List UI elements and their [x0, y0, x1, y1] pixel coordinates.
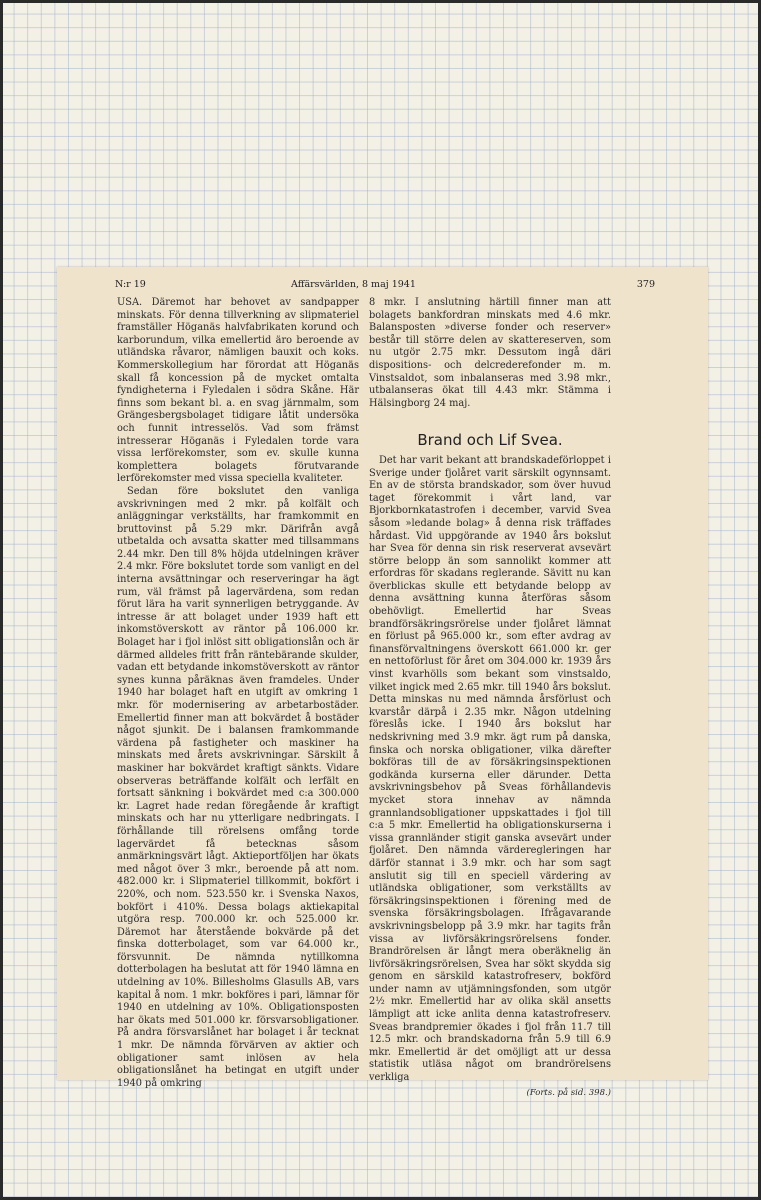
- left-column: [117, 297, 359, 1090]
- right-column: [369, 297, 611, 1099]
- article-title: Brand och Lif Svea.: [417, 431, 563, 450]
- paragraph: Sedan före bokslutet den vanliga avskrivningen med 2 mkr. på kolfält och anläggningar verkställts, har framkommit en bruttovinst på 5.29 mkr. Därifrån avgå utbetalda och avsatta skatter med tillsammans 2.44 mkr. Den till 8% höjda utdelningen kräver 2.4 mkr. Före bokslutet torde som vanligt en del interna avsättningar och reserveringar ha ägt rum, väl främst på lagervärdena, som redan förut lära ha varit synnerligen betryggande. Av intresse är att bolaget under 1939 haft ett inkomstöverskott av räntor på 106.000 kr. Bolaget har i fjol inlöst sitt obligationslån och är därmed alldeles fritt från räntebärande skulder, vadan ett betydande inkomstöverskott av räntor synes kunna påräknas även framdeles. Under 1940 har bolaget haft en utgift av omkring 1 mkr. för modernisering av arbetarbostäder. Emellertid finner man att bokvärdet å bostäder något sjunkit. De i balansen framkommande värdena på fastigheter och maskiner ha minskats med årets avskrivningar. Särskilt å maskiner har bokvärdet kraftigt sänkts. Vidare observeras beträffande kolfält och lerfält en fortsatt sänkning i bokvärdet med c:a 300.000 kr. Lagret hade redan föregående år kraftigt minskats och har nu ytterligare nedbringats. I förhållande till rörelsens omfång torde lagervärdet få betecknas såsom anmärkningsvärt lågt. Aktieportföljen har ökats med något över 3 mkr., beroende på att nom. 482.000 kr. i Slipmateriel tillkommit, bokfört i 220%, och nom. 523.550 kr. i Svenska Naxos, bokfört i 410%. Dessa bolags aktiekapital utgöra resp. 700.000 kr. och 525.000 kr. Däremot har återstående bokvärde på det finska dotterbolaget, som var 64.000 kr., försvunnit. De nämnda nytillkomna dotterbolagen ha beslutat att för 1940 lämna en utdelning av 10%. Billesholms Glasulls AB, vars kapital å nom. 1 mkr. bokföres i pari, lämnar för 1940 en utdelning av 10%. Obligationsposten har ökats med 501.000 kr. försvarsobligationer. På andra försvarslånet har bolaget i år tecknat 1 mkr. De nämnda förvärven av aktier och obligationer samt inlösen av hela obligationslånet ha betingat en utgift under 1940 på omkring: [117, 485, 359, 1089]
- publication-date: Affärsvärlden, 8 maj 1941: [291, 279, 416, 290]
- continuation-note: (Forts. på sid. 398.): [526, 1087, 611, 1098]
- continued-paragraph: 8 mkr. I anslutning härtill finner man att bolagets bankfordran minskats med 4.6 mkr. Balansposten »diverse fonder och reserver» består till större delen av skattereserven, som nu utgör 2.75 mkr. Dessutom ingå däri dispositions- och delcrederefonder m. m. Vinstsaldot, som inbalanseras med 3.98 mkr., utbalanseras ökat till 4.43 mkr. Stämma i Hälsingborg 24 maj.: [369, 297, 611, 409]
- paragraph: Det har varit bekant att brandskadeförloppet i Sverige under fjolåret varit särskilt ogynnsamt. En av de största brandskador, som över huvud taget förekommit i vårt land, var Bjorkbornkatastrofen i december, varvid Svea såsom »ledande bolag» å denna risk träffades hårdast. Vid uppgörande av 1940 års bokslut har Svea för denna sin risk reserverat avsevärt större belopp än som sannolikt kommer att erfordras för skadans reglerande. Sävitt nu kan överblickas skulle ett betydande belopp av denna avsättning kunna återföras såsom obehövligt. Emellertid har Sveas brandförsäkringsrörelse under fjolåret lämnat en förlust på 965.000 kr., som efter avdrag av finansförvaltningens överskott 661.000 kr. ger en nettoförlust för året om 304.000 kr. 1939 års vinst kvarhölls som bekant som vinstsaldo, vilket ingick med 2.65 mkr. till 1940 års bokslut. Detta minskas nu med nämnda årsförlust och kvarstår därpå i 2.35 mkr. Någon utdelning föreslås icke. I 1940 års bokslut har nedskrivning med 3.9 mkr. ägt rum på danska, finska och norska obligationer, vilka därefter bokföras till de av försäkringsinspektionen godkända kurserna eller därunder. Detta avskrivningsbehov på Sveas förhållandevis mycket stora innehav av nämnda grannlandsobligationer uppskattades i fjol till c:a 5 mkr. Emellertid ha obligationskurserna i vissa grannländer stigit ganska avsevärt under fjolåret. Den nämnda värderegleringen har därför stannat i 3.9 mkr. och har som sagt anslutit sig till en speciell värdering av utländska obligationer, som verkställts av försäkringsinspektionen i förening med de svenska försäkringsbolagen. Ifrågavarande avskrivningsbelopp på 3.9 mkr. har tagits från vissa av livförsäkringsrörelsens fonder. Brandrörelsen är långt mera oberäknelig än livförsäkringsrörelsen, Svea har sökt skydda sig genom en särskild katastrofreserv, bokförd under namn av utjämningsfonden, som utgör 2½ mkr. Emellertid har av olika skäl ansetts lämpligt att icke anlita denna katastrofreserv. Sveas brandpremier ökades i fjol från 11.7 till 12.5 mkr. och brandskadorna från 5.9 till 6.9 mkr. Emellertid är det omöjligt att ur dessa statistik utläsa något om brandrörelsens verkliga: [369, 454, 611, 1084]
- paragraph: USA. Däremot har behovet av sandpapper minskats. För denna tillverkning av slipmateriel framställer Höganäs halvfabrikaten korund och karborundum, vilka emellertid äro beroende av utländska råvaror, nämligen bauxit och koks. Kommerskollegium har förordat att Höganäs skall få koncession på de mycket omtalta fyndigheterna i Fyledalen i södra Skåne. Här finns som bekant bl. a. en svag järnmalm, som Grängesbergsbolaget tidigare låtit undersöka och funnit intresselös. Vad som främst intresserar Höganäs i Fyledalen torde vara vissa lerförekomster, som ev. skulle kunna komplettera bolagets förutvarande lerförekomster med vissa speciella kvaliteter.: [117, 297, 359, 485]
- issue-number: N:r 19: [115, 279, 146, 290]
- page-header: [115, 279, 655, 293]
- newspaper-clipping: [57, 267, 708, 1098]
- page-number: 379: [636, 279, 655, 290]
